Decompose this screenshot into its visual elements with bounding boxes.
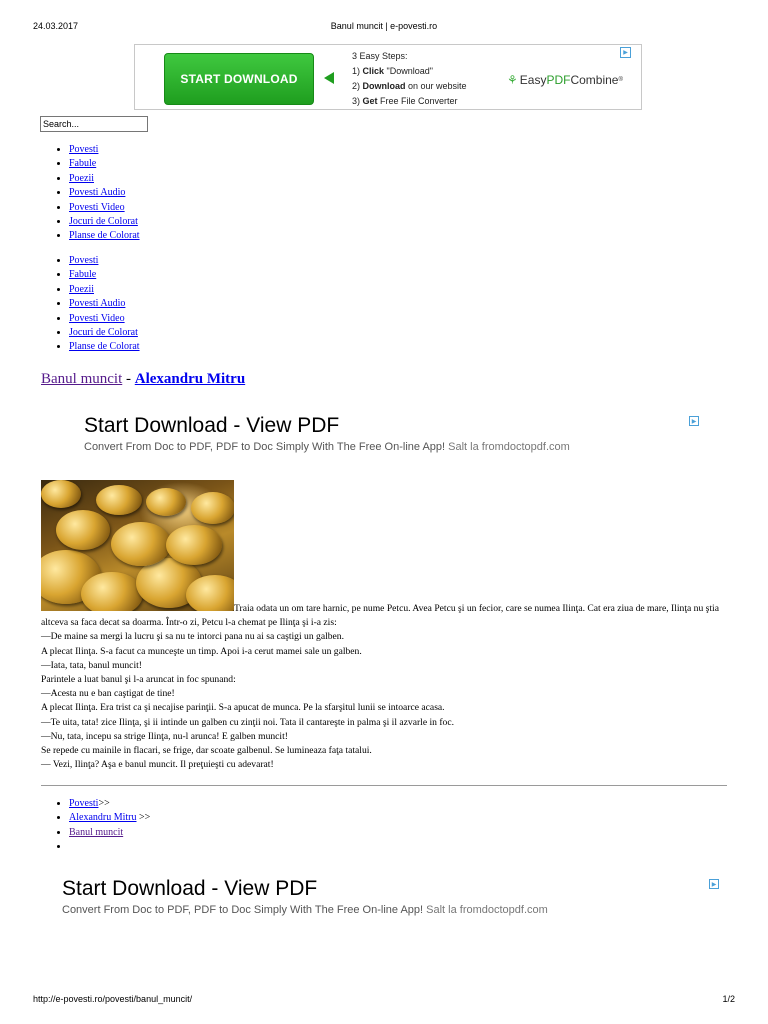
story-text: [41, 602, 731, 772]
primary-nav: [40, 143, 140, 244]
secondary-nav: [40, 254, 140, 355]
ad-choices-icon[interactable]: ▶: [709, 879, 719, 889]
ad-step-2: 2) Download on our website: [352, 81, 467, 91]
nav-link-poezii[interactable]: Poezii: [69, 283, 94, 295]
text-ad[interactable]: [62, 877, 692, 916]
banner-ad[interactable]: [134, 44, 642, 110]
ad-choices-icon[interactable]: ▶: [620, 47, 631, 58]
ad-step-3: 3) Get Free File Converter: [352, 96, 458, 106]
story-paragraph: —Acesta nu e ban caştigat de tine!: [41, 688, 175, 700]
breadcrumb: [40, 797, 150, 855]
story-paragraph: Parintele a luat banul şi l-a aruncat in foc spunand:: [41, 674, 236, 686]
ad-body: Convert From Doc to PDF, PDF to Doc Simply With The Free On-line App! Salt la fromdoctopdf.com: [62, 904, 548, 916]
text-ad[interactable]: [84, 414, 714, 453]
nav-item: [69, 340, 140, 354]
nav-item: [69, 268, 140, 282]
ad-url[interactable]: Salt la fromdoctopdf.com: [448, 441, 570, 453]
nav-item: [69, 229, 140, 243]
divider: [41, 785, 727, 786]
nav-item: [69, 143, 140, 157]
nav-item: [69, 283, 140, 297]
nav-link-povesti[interactable]: Povesti: [69, 255, 99, 266]
ad-steps-title: 3 Easy Steps:: [352, 51, 408, 61]
nav-item: [69, 297, 140, 311]
nav-item: [69, 186, 140, 200]
print-title: Banul muncit | e-povesti.ro: [330, 21, 438, 31]
nav-item: [69, 312, 140, 326]
story-paragraph: —Iata, tata, banul muncit!: [41, 659, 142, 671]
nav-item: [69, 157, 140, 171]
story-paragraph: Traia odata un om tare harnic, pe nume Petcu. Avea Petcu şi un fecior, care se numea Ilinţa. Cat era ziua de mare, Ilinţa nu ştia altceva sa faca decat sa doarma. Într-o zi, Petcu l-a chemat pe Ilinţa şi i-a zis:: [41, 603, 719, 629]
nav-link-povesti-audio[interactable]: Povesti Audio: [69, 298, 126, 310]
print-page-number: 1/2: [722, 994, 735, 1004]
nav-link-povesti-video[interactable]: Povesti Video: [69, 312, 125, 324]
breadcrumb-link-povesti[interactable]: Povesti: [69, 798, 99, 809]
title-separator: -: [122, 371, 135, 387]
ad-headline[interactable]: Start Download - View PDF: [62, 877, 318, 900]
breadcrumb-link-author[interactable]: Alexandru Mitru: [69, 812, 137, 824]
article-title: [41, 371, 245, 388]
story-paragraph: — Vezi, Ilinţa? Aşa e banul muncit. Il preţuieşti cu adevarat!: [41, 759, 274, 771]
breadcrumb-item-empty: [69, 840, 150, 854]
nav-item: [69, 326, 140, 340]
story-paragraph: Se repede cu mainile in flacari, se frige, dar scoate galbenul. Se lumineaza faţa tatalui.: [41, 745, 372, 757]
nav-link-jocuri-de-colorat[interactable]: Jocuri de Colorat: [69, 216, 138, 228]
nav-link-jocuri-de-colorat[interactable]: Jocuri de Colorat: [69, 327, 138, 339]
breadcrumb-link-current[interactable]: Banul muncit: [69, 826, 124, 838]
nav-item: [69, 201, 140, 215]
nav-link-povesti[interactable]: Povesti: [69, 144, 99, 155]
nav-link-fabule[interactable]: Fabule: [69, 158, 97, 170]
ad-headline[interactable]: Start Download - View PDF: [84, 414, 340, 437]
nav-item: [69, 215, 140, 229]
start-download-button[interactable]: START DOWNLOAD: [164, 53, 314, 105]
nav-link-poezii[interactable]: Poezii: [69, 172, 94, 184]
nav-item: [69, 254, 140, 268]
author-link[interactable]: Alexandru Mitru: [134, 371, 246, 387]
story-paragraph: A plecat Ilinţa. Era trist ca şi necajise parinţii. S-a apucat de munca. Pe la sfarşitul lunii se intoarce acasa.: [41, 702, 445, 714]
print-url: http://e-povesti.ro/povesti/banul_muncit/: [33, 994, 193, 1004]
coins-image: [41, 480, 234, 611]
ad-brand-logo: ⚘ Easy PDF Combine ®: [507, 73, 623, 87]
story-paragraph: —Te uita, tata! zice Ilinţa, şi ii intinde un galben cu zinţii noi. Tata il cantareşte in palma şi il azvarle in foc.: [41, 716, 454, 728]
nav-item: [69, 172, 140, 186]
story-paragraph: —Nu, tata, incepu sa strige Ilinţa, nu-l arunca! E galben muncit!: [41, 730, 288, 742]
breadcrumb-item: • Alexandru Mitru >>: [69, 811, 150, 825]
nav-link-planse-de-colorat[interactable]: Planse de Colorat: [69, 230, 140, 242]
breadcrumb-item: • Povesti>>: [69, 797, 150, 811]
ad-step-1: 1) Click "Download": [352, 66, 433, 76]
search-input[interactable]: [40, 116, 148, 132]
story-paragraph: —De maine sa mergi la lucru şi sa nu te intorci pana nu ai sa caştigi un galben.: [41, 631, 345, 643]
nav-link-povesti-audio[interactable]: Povesti Audio: [69, 187, 126, 199]
ad-choices-icon[interactable]: ▶: [689, 416, 699, 426]
ad-steps: [352, 49, 467, 109]
print-date: 24.03.2017: [33, 21, 79, 31]
story-paragraph: A plecat Ilinţa. S-a facut ca munceşte un timp. Apoi i-a cerut mamei sale un galben.: [41, 645, 362, 657]
nav-link-fabule[interactable]: Fabule: [69, 269, 97, 281]
leaf-icon: ⚘: [507, 73, 518, 87]
ad-url[interactable]: Salt la fromdoctopdf.com: [426, 904, 548, 916]
arrow-left-icon: [324, 72, 334, 84]
nav-link-planse-de-colorat[interactable]: Planse de Colorat: [69, 341, 140, 353]
article-title-link[interactable]: Banul muncit: [41, 371, 123, 387]
ad-body: Convert From Doc to PDF, PDF to Doc Simply With The Free On-line App! Salt la fromdoctopdf.com: [84, 441, 570, 453]
breadcrumb-item: [69, 826, 150, 840]
nav-link-povesti-video[interactable]: Povesti Video: [69, 201, 125, 213]
